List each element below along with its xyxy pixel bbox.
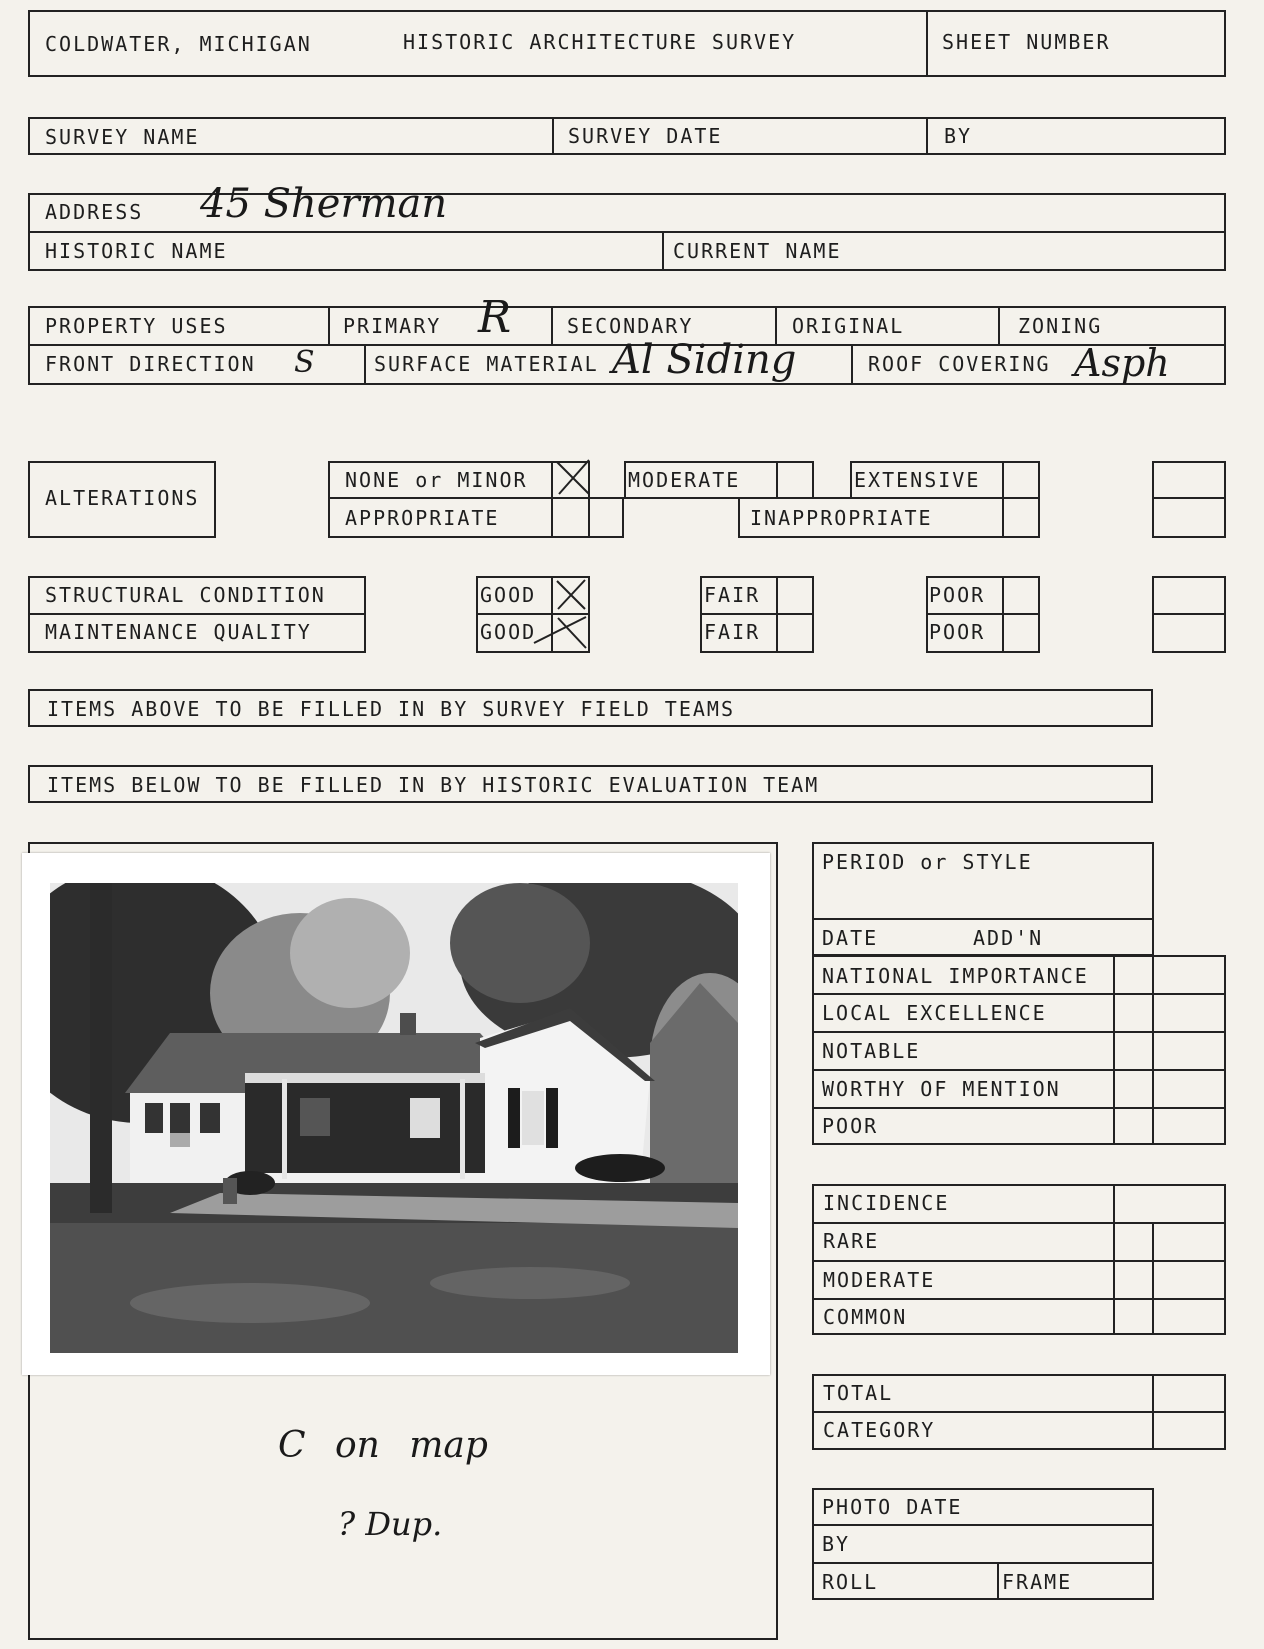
importance-line-1: [812, 993, 1226, 995]
rare-label: RARE: [823, 1229, 880, 1253]
survey-title: HISTORIC ARCHITECTURE SURVEY: [403, 30, 797, 54]
roof-covering-label: ROOF COVERING: [868, 352, 1051, 376]
original-label: ORIGINAL: [792, 314, 905, 338]
address-row-line: [28, 231, 1226, 233]
importance-score-divider-2: [1152, 955, 1154, 1145]
survey-date-label: SURVEY DATE: [568, 124, 723, 148]
condition-label-line: [28, 613, 366, 615]
structural-condition-label: STRUCTURAL CONDITION: [45, 583, 326, 607]
surface-material-value: Al Siding: [612, 337, 797, 383]
roll-label: ROLL: [822, 1570, 879, 1594]
appropriate-label: APPROPRIATE: [345, 506, 500, 530]
moderate-incidence-label: MODERATE: [823, 1268, 936, 1292]
alterations-label: ALTERATIONS: [45, 486, 200, 510]
surface-material-label: SURFACE MATERIAL: [374, 352, 599, 376]
importance-line-4: [812, 1107, 1226, 1109]
common-label: COMMON: [823, 1305, 908, 1329]
secondary-label: SECONDARY: [567, 314, 694, 338]
total-label: TOTAL: [823, 1381, 894, 1405]
items-below-note: ITEMS BELOW TO BE FILLED IN BY HISTORIC EVALUATION TEAM: [47, 773, 820, 797]
photo-date-line-2: [812, 1562, 1154, 1564]
incidence-line-3: [812, 1298, 1226, 1300]
front-direction-label: FRONT DIRECTION: [45, 352, 256, 376]
period-date-line: [812, 918, 1154, 920]
address-value: 45 Sherman: [200, 181, 448, 227]
property-divider-5: [364, 344, 366, 385]
local-excellence-label: LOCAL EXCELLENCE: [822, 1001, 1047, 1025]
historic-name-label: HISTORIC NAME: [45, 239, 228, 263]
incidence-line-2: [812, 1260, 1226, 1262]
maintenance-good-label: GOOD: [480, 620, 537, 644]
roll-frame-divider: [997, 1562, 999, 1600]
house-photograph: [22, 853, 770, 1375]
fair-divider: [776, 576, 778, 653]
items-above-note: ITEMS ABOVE TO BE FILLED IN BY SURVEY FIELD TEAMS: [47, 697, 736, 721]
photo-date-label: PHOTO DATE: [822, 1495, 963, 1519]
poor-divider: [1002, 576, 1004, 653]
incidence-line-1: [812, 1222, 1226, 1224]
maintenance-poor-label: POOR: [929, 620, 986, 644]
moderate-checkbox-divider: [776, 461, 778, 499]
maintenance-fair-label: FAIR: [704, 620, 761, 644]
handwritten-note-map: C on map: [278, 1425, 488, 1466]
survey-by-label: BY: [944, 124, 973, 148]
worthy-of-mention-label: WORTHY OF MENTION: [822, 1077, 1061, 1101]
incidence-label: INCIDENCE: [823, 1191, 950, 1215]
incidence-score-divider-2: [1152, 1222, 1154, 1335]
structural-poor-label: POOR: [929, 583, 986, 607]
survey-divider-1: [552, 117, 554, 155]
primary-value: R: [478, 292, 512, 343]
importance-line-3: [812, 1069, 1226, 1071]
inappropriate-label: INAPPROPRIATE: [750, 506, 933, 530]
primary-label: PRIMARY: [343, 314, 442, 338]
moderate-label: MODERATE: [628, 468, 741, 492]
structural-good-label: GOOD: [480, 583, 537, 607]
extensive-label: EXTENSIVE: [854, 468, 981, 492]
poor-line: [926, 613, 1040, 615]
property-divider-4: [998, 306, 1000, 344]
current-name-label: CURRENT NAME: [673, 239, 842, 263]
address-label: ADDRESS: [45, 200, 144, 224]
alterations-score-box: [1152, 461, 1226, 538]
alterations-score-line: [1152, 497, 1226, 499]
house-photo-image: [50, 883, 738, 1353]
national-importance-label: NATIONAL IMPORTANCE: [822, 964, 1089, 988]
condition-score-line: [1152, 613, 1226, 615]
survey-divider-2: [926, 117, 928, 155]
zoning-label: ZONING: [1018, 314, 1103, 338]
property-divider-1: [328, 306, 330, 344]
photo-by-label: BY: [822, 1532, 851, 1556]
front-direction-value: S: [294, 345, 315, 380]
current-name-divider: [662, 231, 664, 271]
check-mark-structural-good: [554, 578, 588, 612]
roof-covering-value: Asph: [1074, 341, 1170, 385]
handwritten-note-dup: ? Dup.: [338, 1505, 443, 1543]
check-mark-none-minor: [553, 458, 593, 498]
none-minor-label: NONE or MINOR: [345, 468, 528, 492]
check-mark-maintenance-good: [532, 615, 590, 651]
sheet-number-label: SHEET NUMBER: [942, 30, 1111, 54]
property-divider-2: [551, 306, 553, 344]
notable-label: NOTABLE: [822, 1039, 921, 1063]
addn-label: ADD'N: [973, 926, 1044, 950]
appropriate-checkbox-divider: [588, 497, 590, 538]
frame-label: FRAME: [1002, 1570, 1073, 1594]
importance-line-2: [812, 1031, 1226, 1033]
property-divider-6: [851, 344, 853, 385]
property-uses-label: PROPERTY USES: [45, 314, 228, 338]
city-label: COLDWATER, MICHIGAN: [45, 32, 312, 56]
header-divider: [926, 10, 928, 77]
survey-name-label: SURVEY NAME: [45, 125, 200, 149]
photo-date-line-1: [812, 1524, 1154, 1526]
date-label: DATE: [822, 926, 879, 950]
poor-rating-label: POOR: [822, 1114, 879, 1138]
category-label: CATEGORY: [823, 1418, 936, 1442]
fair-line: [700, 613, 814, 615]
maintenance-quality-label: MAINTENANCE QUALITY: [45, 620, 312, 644]
period-style-label: PERIOD or STYLE: [822, 850, 1033, 874]
importance-score-divider: [1113, 955, 1115, 1145]
structural-fair-label: FAIR: [704, 583, 761, 607]
total-line: [812, 1411, 1226, 1413]
